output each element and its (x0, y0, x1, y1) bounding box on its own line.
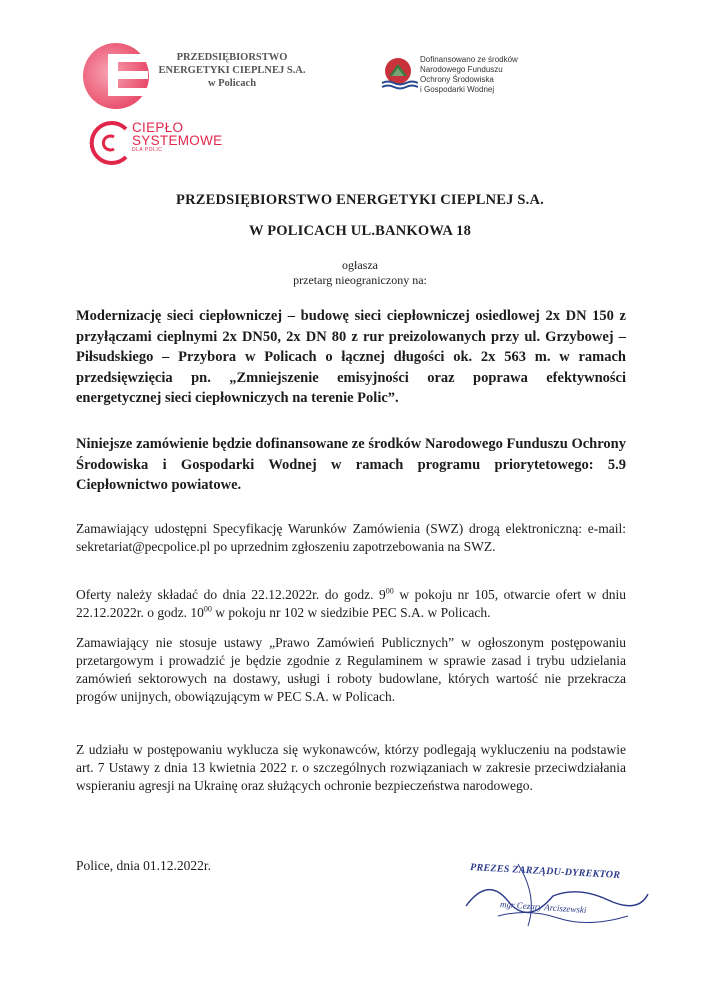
logo-line-3: w Policach (207, 78, 257, 89)
brand-line-1: CIEPŁO (132, 120, 184, 135)
fund-line-2: Narodowego Funduszu (420, 65, 503, 74)
fund-line-1: Dofinansowano ze środków (420, 55, 518, 64)
title-line-1: PRZEDSIĘBIORSTWO ENERGETYKI CIEPLNEJ S.A. (176, 192, 544, 208)
offers-text-1: Oferty należy składać do dnia 22.12.2022r. do godz. 9 (76, 587, 386, 602)
announce-line-2: przetarg nieograniczony na: (293, 273, 427, 287)
announce-line-1: ogłasza (342, 258, 378, 272)
funding-statement: Niniejsze zamówienie będzie dofinansowane ze środków Narodowego Funduszu Ochrony Środowiska i Gospodarki Wodnej w ramach programu priorytetowego: 5.9 Ciepłownictwo powiatowe. (76, 436, 626, 493)
nfosigw-logo-icon (378, 56, 418, 92)
brand-line-2: SYSTEMOWE (132, 133, 223, 148)
signature-stamp-name: mgr Cezary Arciszewski (499, 898, 587, 916)
offers-time-sup-2: 00 (203, 604, 212, 614)
logo-line-2: ENERGETYKI CIEPLNEJ S.A. (158, 65, 306, 76)
brand-logo-text (132, 121, 222, 153)
offers-text-2: w pokoju nr 105, otwarcie ofert w dniu 22.12.2022r. o godz. 10 (76, 587, 626, 620)
offers-paragraph (76, 586, 626, 622)
swz-paragraph: Zamawiający udostępni Specyfikację Warunków Zamówienia (SWZ) drogą elektroniczną: e-mail: sekretariat@pecpolice.pl po uprzednim zgłoszeniu zapotrzebowania na SWZ. (76, 521, 626, 554)
signature-stamp-title: PREZES ZARZĄDU-DYREKTOR (469, 862, 621, 881)
title-line-2: W POLICACH UL.BANKOWA 18 (248, 223, 472, 239)
fund-logo-text (420, 55, 570, 95)
exclusion-paragraph: Z udziału w postępowaniu wyklucza się wykonawców, którzy podlegają wykluczeniu na podstawie art. 7 Ustawy z dnia 13 kwietnia 2022 r. o szczególnych rozwiązaniach w zakresie przeciwdziałania wspieraniu agresji na Ukrainę oraz służących ochronie bezpieczeństwa narodowego. (76, 742, 626, 793)
company-name-logo-text (148, 51, 316, 90)
fund-line-3: Ochrony Środowiska (420, 75, 494, 84)
logo-line-1: PRZEDSIĘBIORSTWO (176, 52, 288, 63)
tender-subject: Modernizację sieci ciepłowniczej – budowę sieci ciepłowniczej osiedlowej 2x DN 150 z przyłączami cieplnymi 2x DN50, 2x DN 80 z rur preizolowanych przy ul. Grzybowej – Piłsudskiego – Przybora w Policach o łącznej długości ok. 2x 563 m. w ramach przedsięwzięcia pn. „Zmniejszenie emisyjności oraz poprawa efektywności energetycznej sieci ciepłowniczych na terenie Polic”. (76, 308, 626, 406)
fund-line-4: i Gospodarki Wodnej (420, 85, 495, 94)
brand-line-3: DLA POLIC (132, 147, 163, 153)
offers-text-3: w pokoju nr 102 w siedzibie PEC S.A. w Policach. (211, 605, 491, 620)
cieplo-systemowe-logo-icon (86, 120, 136, 166)
offers-time-sup-1: 00 (385, 586, 394, 596)
place-and-date: Police, dnia 01.12.2022r. (76, 858, 211, 873)
law-paragraph: Zamawiający nie stosuje ustawy „Prawo Zamówień Publicznych” w ogłoszonym postępowaniu przetargowym i prowadzić je będzie zgodnie z Regulaminem w sprawie zasad i trybu udzielania zamówień sektorowych na dostawy, usługi i roboty budowlane, których wartość nie przekracza progów unijnych, obowiązującym w PEC S.A. w Policach. (76, 635, 626, 704)
